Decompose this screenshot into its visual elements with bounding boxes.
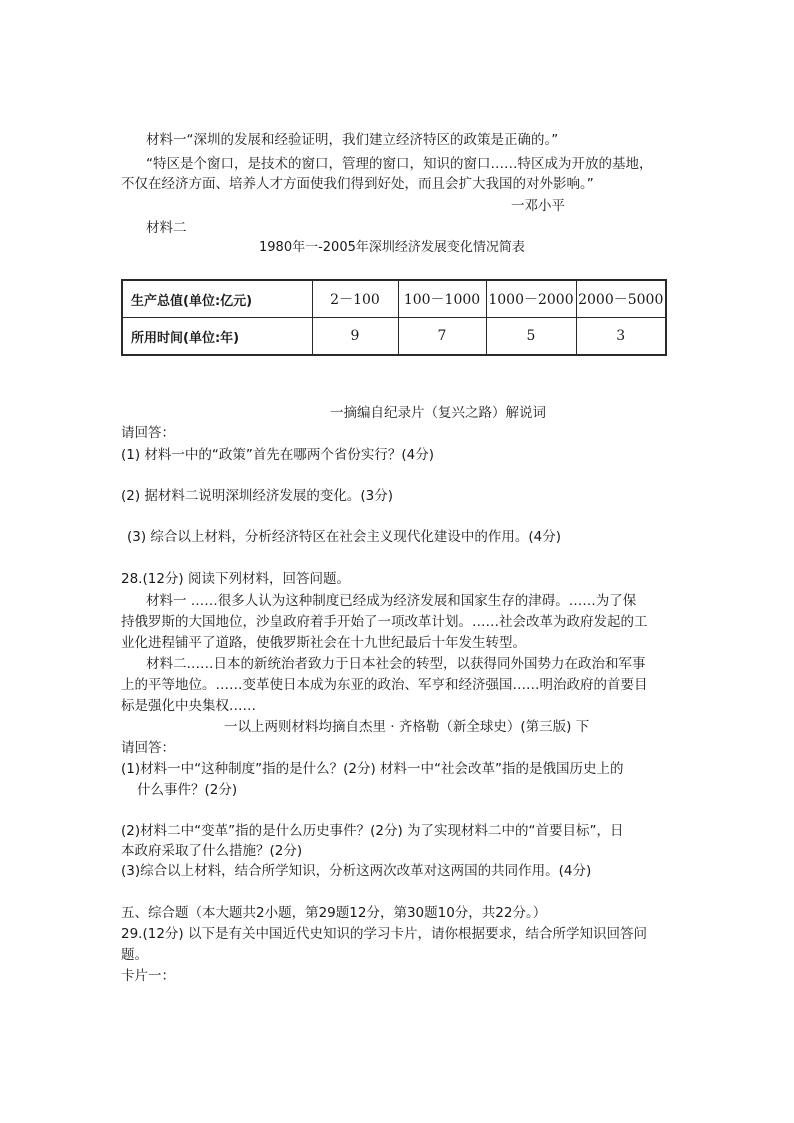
table-cell: 2000－5000 — [576, 280, 666, 318]
q28-material2-line2: 上的平等地位。……变革使日本成为东亚的政治、军亨和经济强国……明治政府的首要目 — [121, 677, 648, 693]
table-cell: 3 — [576, 318, 666, 356]
card1-label: 卡片一： — [121, 968, 175, 984]
q27-question-3: (3) 综合以上材料，分析经济特区在社会主义现代化建设中的作用。(4分) — [127, 529, 562, 545]
q28-material2-line3: 标是强化中央集权…… — [121, 698, 256, 714]
q28-prompt: 请回答： — [121, 740, 175, 756]
table-cell: 5 — [486, 318, 576, 356]
q28-question-3: (3)综合以上材料，结合所学知识，分析这两次改革对这两国的共同作用。(4分) — [121, 863, 592, 879]
table-cell: 2－100 — [312, 280, 398, 318]
table-row — [122, 318, 666, 356]
q27-question-2: (2) 据材料二说明深圳经济发展的变化。(3分) — [121, 488, 394, 504]
q28-material1-line1: 材料一 ……很多人认为这种制度已经成为经济发展和国家生存的津碍。……为了保 — [146, 593, 637, 609]
q28-question-1-line2: 什么事件？(2分) — [137, 782, 238, 798]
q28-source: 一以上两则材料均摘自杰里 · 齐格勒（新全球史）(第三版) 下 — [224, 719, 590, 735]
q28-material2-line1: 材料二……日本的新统治者致力于日本社会的转型，以获得同外国势力在政治和军事 — [146, 656, 646, 672]
attribution: 一邓小平 — [511, 198, 565, 214]
q27-prompt: 请回答： — [121, 425, 175, 441]
material2-label: 材料二 — [146, 220, 187, 236]
q28-material1-line3: 业化进程铺平了道路，使俄罗斯社会在十九世纪最后十年发生转型。 — [121, 635, 526, 651]
shenzhen-economy-table — [121, 279, 667, 356]
section5-heading: 五、综合题（本大题共2小题，第29题12分，第30题10分，共22分。） — [121, 905, 547, 921]
row-header-gdp: 生产总值(单位:亿元) — [122, 280, 312, 318]
table-cell: 100－1000 — [398, 280, 486, 318]
q27-question-1: (1) 材料一中的“政策”首先在哪两个省份实行？(4分) — [121, 447, 435, 463]
q29-line2: 题。 — [121, 947, 148, 963]
table-cell: 1000－2000 — [486, 280, 576, 318]
q28-heading: 28.(12分) 阅读下列材料，回答问题。 — [121, 571, 350, 587]
table-cell: 7 — [398, 318, 486, 356]
table-cell: 9 — [312, 318, 398, 356]
q28-question-2-line1: (2)材料二中“变革”指的是什么历史事件？(2分) 为了实现材料二中的“首要目标”，日 — [121, 823, 624, 839]
material1-line2: “特区是个窗口，是技术的窗口，管理的窗口，知识的窗口……特区成为开放的基地， — [146, 156, 653, 172]
q29-line1: 29.(12分) 以下是有关中国近代史知识的学习卡片，请你根据要求，结合所学知识回答问 — [121, 926, 647, 942]
q28-question-1-line1: (1)材料一中“这种制度”指的是什么？(2分) 材料一中“社会改革”指的是俄国历史上的 — [121, 761, 624, 777]
q28-material1-line2: 持俄罗斯的大国地位，沙皇政府着手开始了一项改革计划。……社会改革为政府发起的工 — [121, 614, 648, 630]
material1-line3: 不仅在经济方面、培养人才方面使我们得到好处，而且会扩大我国的对外影响。” — [121, 176, 594, 192]
q27-source: 一摘编自纪录片（复兴之路）解说词 — [330, 405, 546, 421]
table-row — [122, 280, 666, 318]
q28-question-2-line2: 本政府采取了什么措施？(2分) — [121, 843, 303, 859]
material1-line1: 材料一“深圳的发展和经验证明，我们建立经济特区的政策是正确的。” — [146, 132, 559, 148]
table-title: 1980年一-2005年深圳经济发展变化情况简表 — [259, 240, 525, 255]
row-header-years: 所用时间(单位:年) — [122, 318, 312, 356]
